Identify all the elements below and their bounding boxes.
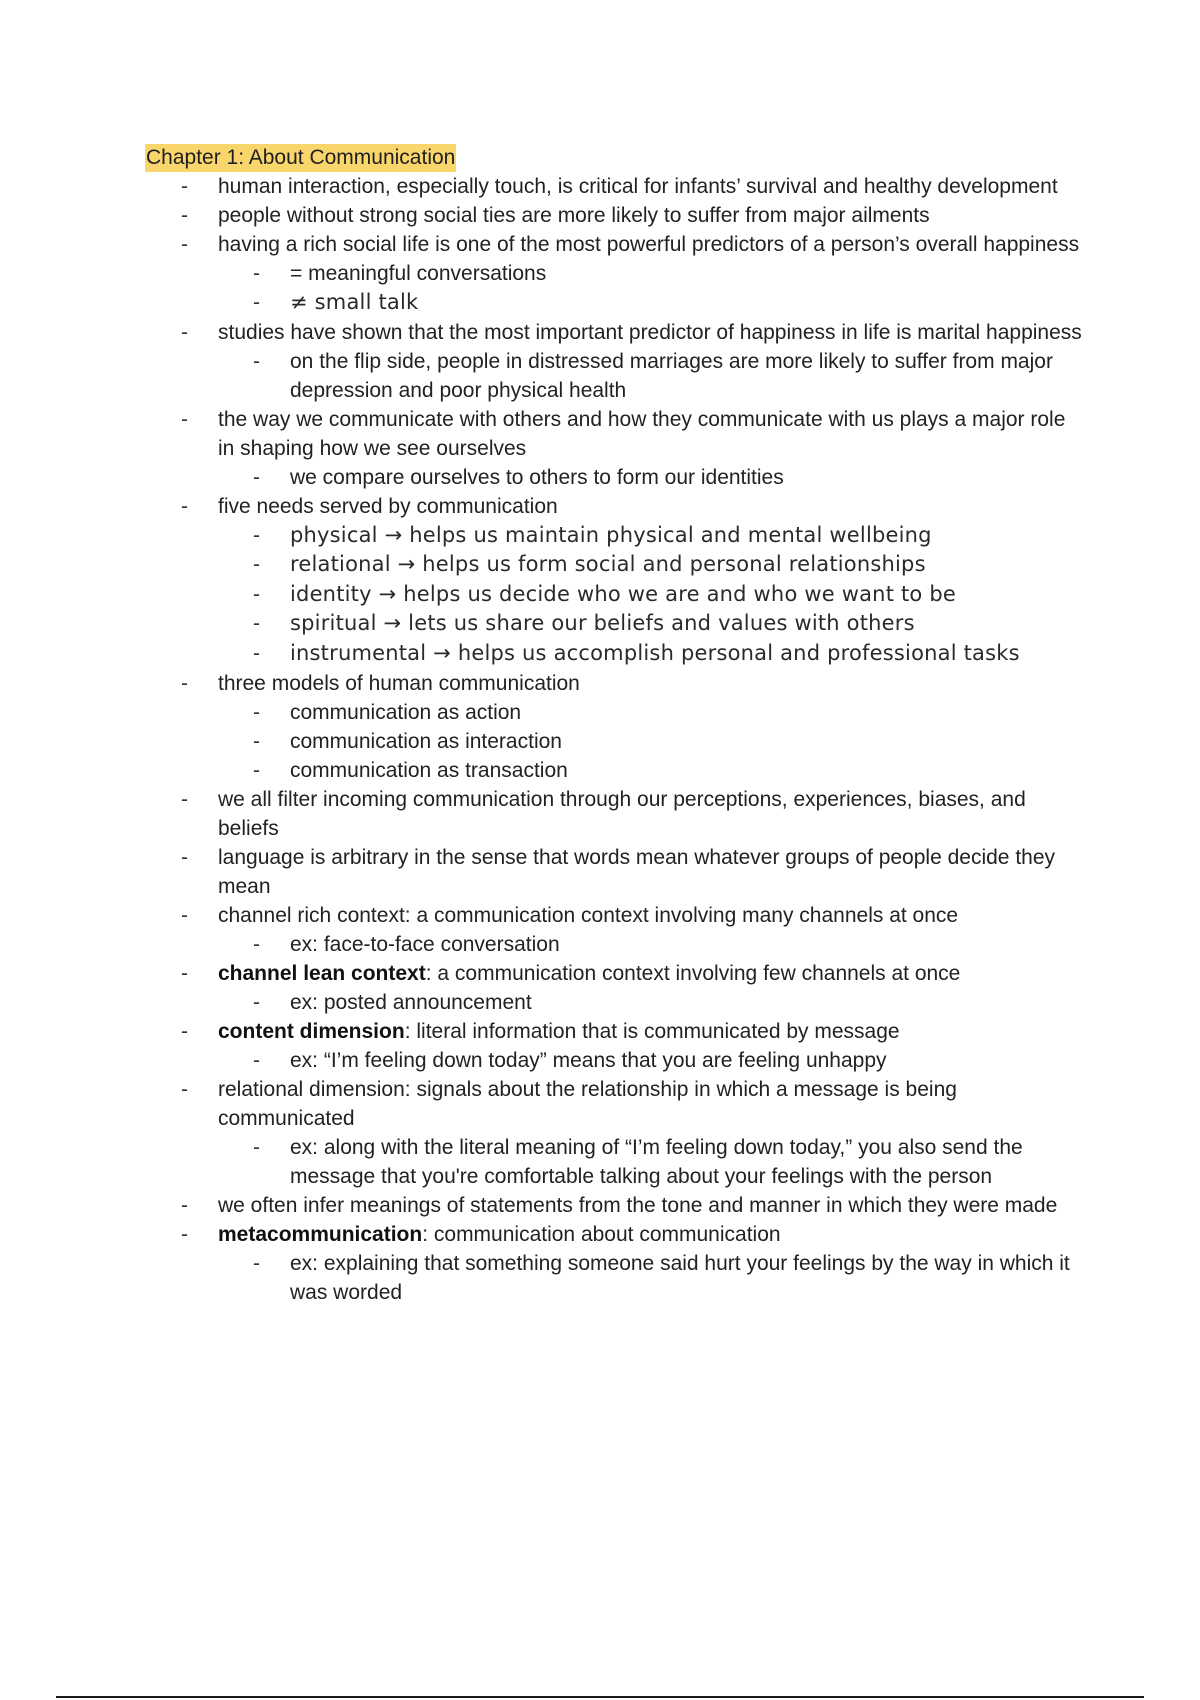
- sub-list-item: [145, 930, 1085, 959]
- list-item: [145, 901, 1085, 930]
- item-text: ex: explaining that something someone said hurt your feelings by the way in which it was worded: [290, 1251, 1070, 1304]
- bullet-dash: -: [181, 1222, 188, 1246]
- bullet-dash: -: [181, 175, 188, 198]
- bullet-dash: -: [253, 700, 260, 724]
- item-text: three models of human communication: [218, 671, 580, 695]
- bullet-dash: -: [181, 204, 188, 227]
- bullet-dash: -: [253, 523, 261, 547]
- item-text: : a communication context involving few channels at once: [425, 961, 961, 985]
- notes-list: [145, 172, 1085, 1307]
- bullet-dash: -: [181, 845, 188, 869]
- bullet-dash: -: [181, 320, 188, 344]
- sub-list-item: [145, 1046, 1085, 1075]
- item-text: we compare ourselves to others to form our identities: [290, 465, 784, 489]
- item-text: relational → helps us form social and personal relationships: [290, 552, 926, 577]
- sub-list-item: [145, 639, 1085, 669]
- list-item: [145, 785, 1085, 843]
- bullet-dash: -: [253, 1135, 260, 1159]
- sub-list-item: [145, 550, 1085, 580]
- bullet-dash: -: [181, 903, 188, 927]
- key-term: channel lean context: [218, 961, 426, 985]
- bullet-dash: -: [181, 671, 188, 695]
- page-bottom-rule: [56, 1696, 1144, 1698]
- item-text: : communication about communication: [422, 1222, 781, 1246]
- list-item: [145, 318, 1085, 347]
- item-text: we often infer meanings of statements from the tone and manner in which they were made: [218, 1193, 1058, 1217]
- list-item: [145, 843, 1085, 901]
- sub-list-item: [145, 698, 1085, 727]
- list-item: [145, 172, 1085, 201]
- item-text: human interaction, especially touch, is critical for infants’ survival and healthy development: [218, 175, 1058, 198]
- list-item: [145, 201, 1085, 230]
- sub-list-item: [145, 727, 1085, 756]
- bullet-dash: -: [181, 494, 188, 518]
- item-text: physical → helps us maintain physical and mental wellbeing: [290, 522, 932, 547]
- bullet-dash: -: [253, 465, 260, 489]
- item-text: instrumental → helps us accomplish personal and professional tasks: [290, 640, 1020, 665]
- sub-list-item: [145, 259, 1085, 288]
- bullet-dash: -: [253, 1251, 260, 1275]
- list-item: [145, 230, 1085, 259]
- sub-list-item: [145, 988, 1085, 1017]
- key-term: content dimension: [218, 1019, 405, 1043]
- list-item: [145, 1191, 1085, 1220]
- item-text: communication as transaction: [290, 758, 568, 782]
- bullet-dash: -: [253, 990, 260, 1014]
- item-text: studies have shown that the most important predictor of happiness in life is marital happiness: [218, 320, 1082, 344]
- bullet-dash: -: [253, 1048, 260, 1072]
- sub-list-item: [145, 756, 1085, 785]
- item-text: ex: along with the literal meaning of “I’m feeling down today,” you also send the message that you're comfortable talking about your feelings with the person: [290, 1135, 1023, 1188]
- bullet-dash: -: [181, 233, 188, 256]
- bullet-dash: -: [253, 582, 261, 606]
- item-text: having a rich social life is one of the most powerful predictors of a person’s overall happiness: [218, 233, 1080, 256]
- bullet-dash: -: [253, 932, 260, 956]
- bullet-dash: -: [253, 349, 260, 373]
- bullet-dash: -: [181, 787, 188, 811]
- item-text: : literal information that is communicated by message: [404, 1019, 900, 1043]
- bullet-dash: -: [181, 1019, 188, 1043]
- list-item: [145, 492, 1085, 521]
- item-text: relational dimension: signals about the relationship in which a message is being communicated: [218, 1077, 957, 1130]
- list-item: [145, 405, 1085, 463]
- item-text: people without strong social ties are more likely to suffer from major ailments: [218, 204, 930, 227]
- list-item: [145, 1220, 1085, 1249]
- bullet-dash: -: [253, 729, 260, 753]
- list-item: [145, 1017, 1085, 1046]
- sub-list-item: [145, 1133, 1085, 1191]
- item-text: spiritual → lets us share our beliefs and values with others: [290, 611, 915, 636]
- item-text: ≠ small talk: [290, 290, 419, 314]
- bullet-dash: -: [253, 758, 260, 782]
- item-text: the way we communicate with others and how they communicate with us plays a major role in shaping how we see ourselves: [218, 407, 1066, 460]
- item-text: ex: posted announcement: [290, 990, 532, 1014]
- sub-list-item: [145, 288, 1085, 318]
- sub-list-item: [145, 521, 1085, 551]
- list-item: [145, 959, 1085, 988]
- key-term: metacommunication: [218, 1222, 423, 1246]
- bullet-dash: -: [181, 1193, 188, 1217]
- bullet-dash: -: [181, 407, 188, 431]
- bullet-dash: -: [253, 612, 261, 636]
- item-text: five needs served by communication: [218, 494, 558, 518]
- item-text: language is arbitrary in the sense that words mean whatever groups of people decide they mean: [218, 845, 1056, 898]
- item-text: ex: “I’m feeling down today” means that you are feeling unhappy: [290, 1048, 887, 1072]
- item-text: communication as interaction: [290, 729, 562, 753]
- item-text: channel rich context: a communication context involving many channels at once: [218, 903, 959, 927]
- sub-list-item: [145, 609, 1085, 639]
- item-text: we all filter incoming communication through our perceptions, experiences, biases, and beliefs: [218, 787, 1026, 840]
- bullet-dash: -: [253, 291, 261, 314]
- item-text: on the flip side, people in distressed marriages are more likely to suffer from major depression and poor physical health: [290, 349, 1053, 402]
- sub-list-item: [145, 347, 1085, 405]
- item-text: communication as action: [290, 700, 522, 724]
- page-title: Chapter 1: About Communication: [145, 144, 456, 172]
- list-item: [145, 1075, 1085, 1133]
- item-text: = meaningful conversations: [290, 262, 547, 285]
- bullet-dash: -: [181, 961, 188, 985]
- list-item: [145, 669, 1085, 698]
- document-body: [145, 144, 1085, 1307]
- sub-list-item: [145, 1249, 1085, 1307]
- bullet-dash: -: [253, 262, 260, 285]
- bullet-dash: -: [253, 641, 261, 665]
- item-text: identity → helps us decide who we are and who we want to be: [290, 581, 957, 606]
- sub-list-item: [145, 580, 1085, 610]
- bullet-dash: -: [253, 553, 261, 577]
- bullet-dash: -: [181, 1077, 188, 1101]
- item-text: ex: face-to-face conversation: [290, 932, 560, 956]
- sub-list-item: [145, 463, 1085, 492]
